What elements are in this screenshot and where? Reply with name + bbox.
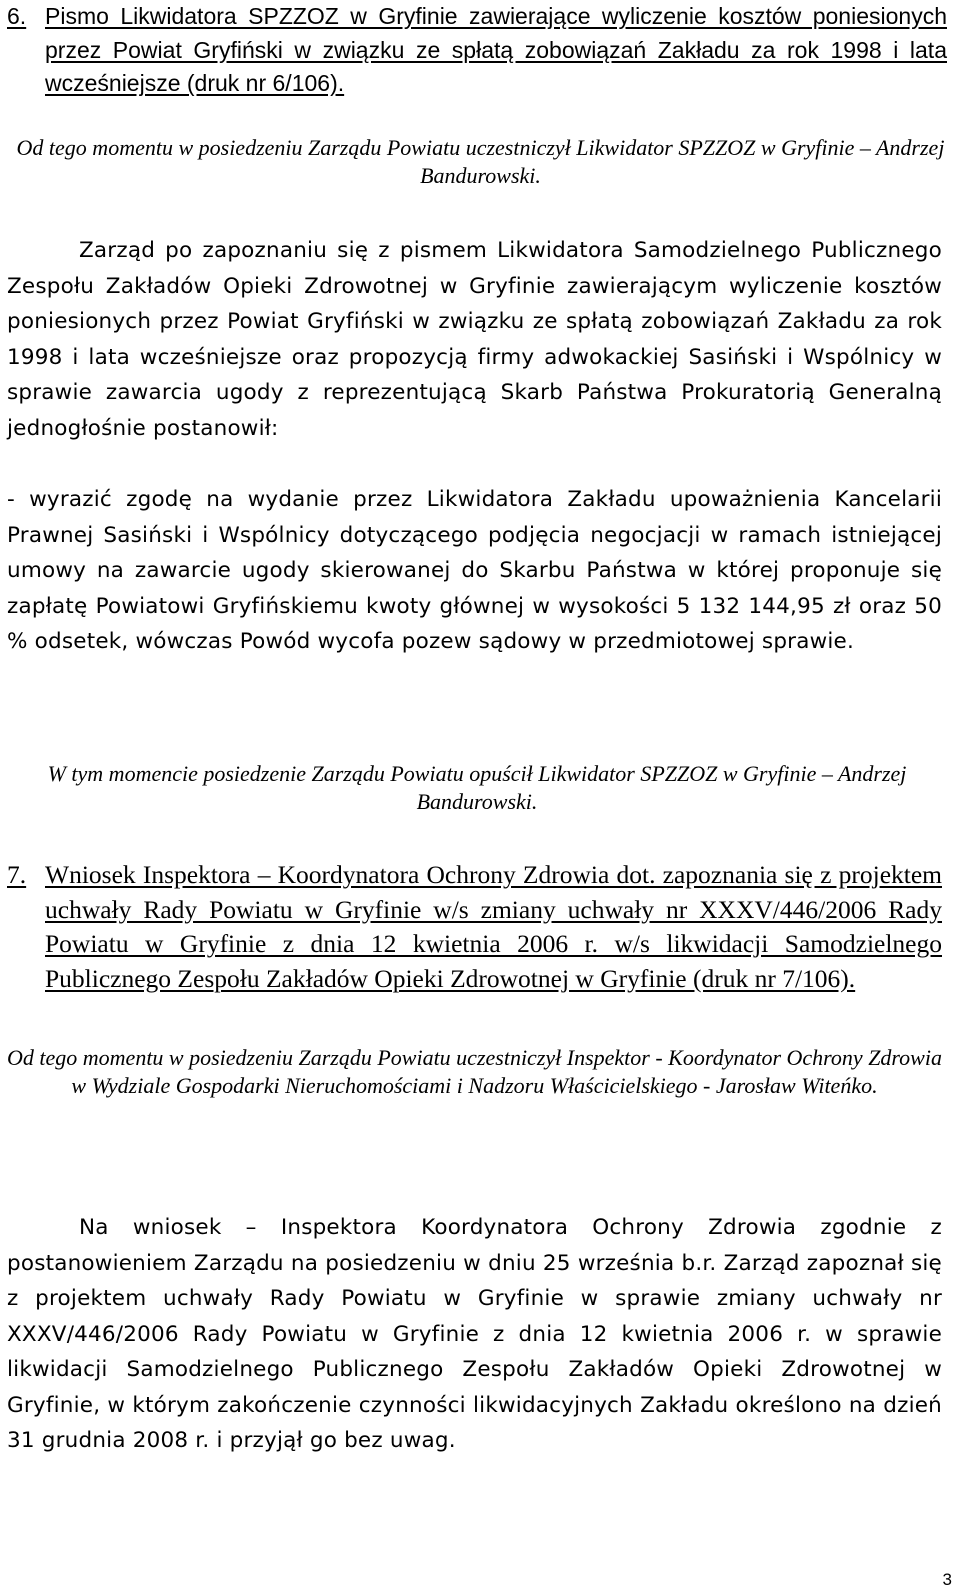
section-6-number: 6. [7, 3, 27, 29]
section-6-exit-note: W tym momencie posiedzenie Zarządu Powiatu opuścił Likwidator SPZZOZ w Gryfinie – Andrzej Bandurowski. [47, 761, 907, 814]
section-6-decision: Zarząd po zapoznaniu się z pismem Likwidatora Samodzielnego Publicznego Zespołu Zakładów Opieki Zdrowotnej w Gryfinie zawierającym wyliczenie kosztów poniesionych przez Powiat Gryfiński w związku ze spłatą zobowiązań Zakładu za rok 1998 i lata wcześniejsze oraz propozycją firmy adwokackiej Sasiński i Wspólnicy w sprawie zawarcia ugody z reprezentującą Skarb Państwa Prokuratorią Generalną jednogłośnie postanowił: [7, 238, 942, 441]
section-6-attendance-note: Od tego momentu w posiedzeniu Zarządu Powiatu uczestniczył Likwidator SPZZOZ w Gryfinie – Andrzej Bandurowski. [16, 135, 945, 188]
page-number: 3 [942, 1570, 952, 1589]
section-7-decision: Na wniosek – Inspektora Koordynatora Ochrony Zdrowia zgodnie z postanowieniem Zarządu na posiedzeniu w dniu 25 września b.r. Zarząd zapoznał się z projektem uchwały Rady Powiatu w Gryfinie w sprawie zmiany uchwały nr XXXV/446/2006 Rady Powiatu w Gryfinie z dnia 12 kwietnia 2006 r. w sprawie likwidacji Samodzielnego Publicznego Zespołu Zakładów Opieki Zdrowotnej w Gryfinie, w którym zakończenie czynności likwidacyjnych Zakładu określono na dzień 31 grudnia 2008 r. i przyjął go bez uwag. [7, 1215, 942, 1453]
section-7-number: 7. [7, 860, 27, 889]
section-7-title: Wniosek Inspektora – Koordynatora Ochrony Zdrowia dot. zapoznania się z projektem uchwały Rady Powiatu w Gryfinie w/s zmiany uchwały nr XXXV/446/2006 Rady Powiatu w Gryfinie z dnia 12 kwietnia 2006 r. w/s likwidacji Samodzielnego Publicznego Zespołu Zakładów Opieki Zdrowotnej w Gryfinie (druk nr 7/106). [45, 860, 942, 993]
section-7-heading [7, 858, 942, 996]
document-page [7, 0, 954, 1593]
section-6-title: Pismo Likwidatora SPZZOZ w Gryfinie zawierające wyliczenie kosztów poniesionych przez Powiat Gryfiński w związku ze spłatą zobowiązań Zakładu za rok 1998 i lata wcześniejsze (druk nr 6/106). [45, 3, 947, 96]
section-6-decision-bullet: - wyrazić zgodę na wydanie przez Likwidatora Zakładu upoważnienia Kancelarii Prawnej Sasiński i Wspólnicy dotyczącego podjęcia negocjacji w ramach istniejącej umowy na zawarcie ugody skierowanej do Skarbu Państwa w której proponuje się zapłatę Powiatowi Gryfińskiemu kwoty głównej w wysokości 5 132 144,95 zł oraz 50 % odsetek, wówczas Powód wycofa pozew sądowy w przedmiotowej sprawie. [7, 487, 942, 654]
section-7-attendance-note: Od tego momentu w posiedzeniu Zarządu Powiatu uczestniczył Inspektor - Koordynator Ochrony Zdrowia w Wydziale Gospodarki Nieruchomościami i Nadzoru Właścicielskiego - Jarosław Witeńko. [7, 1045, 942, 1098]
section-6-heading [7, 0, 947, 101]
